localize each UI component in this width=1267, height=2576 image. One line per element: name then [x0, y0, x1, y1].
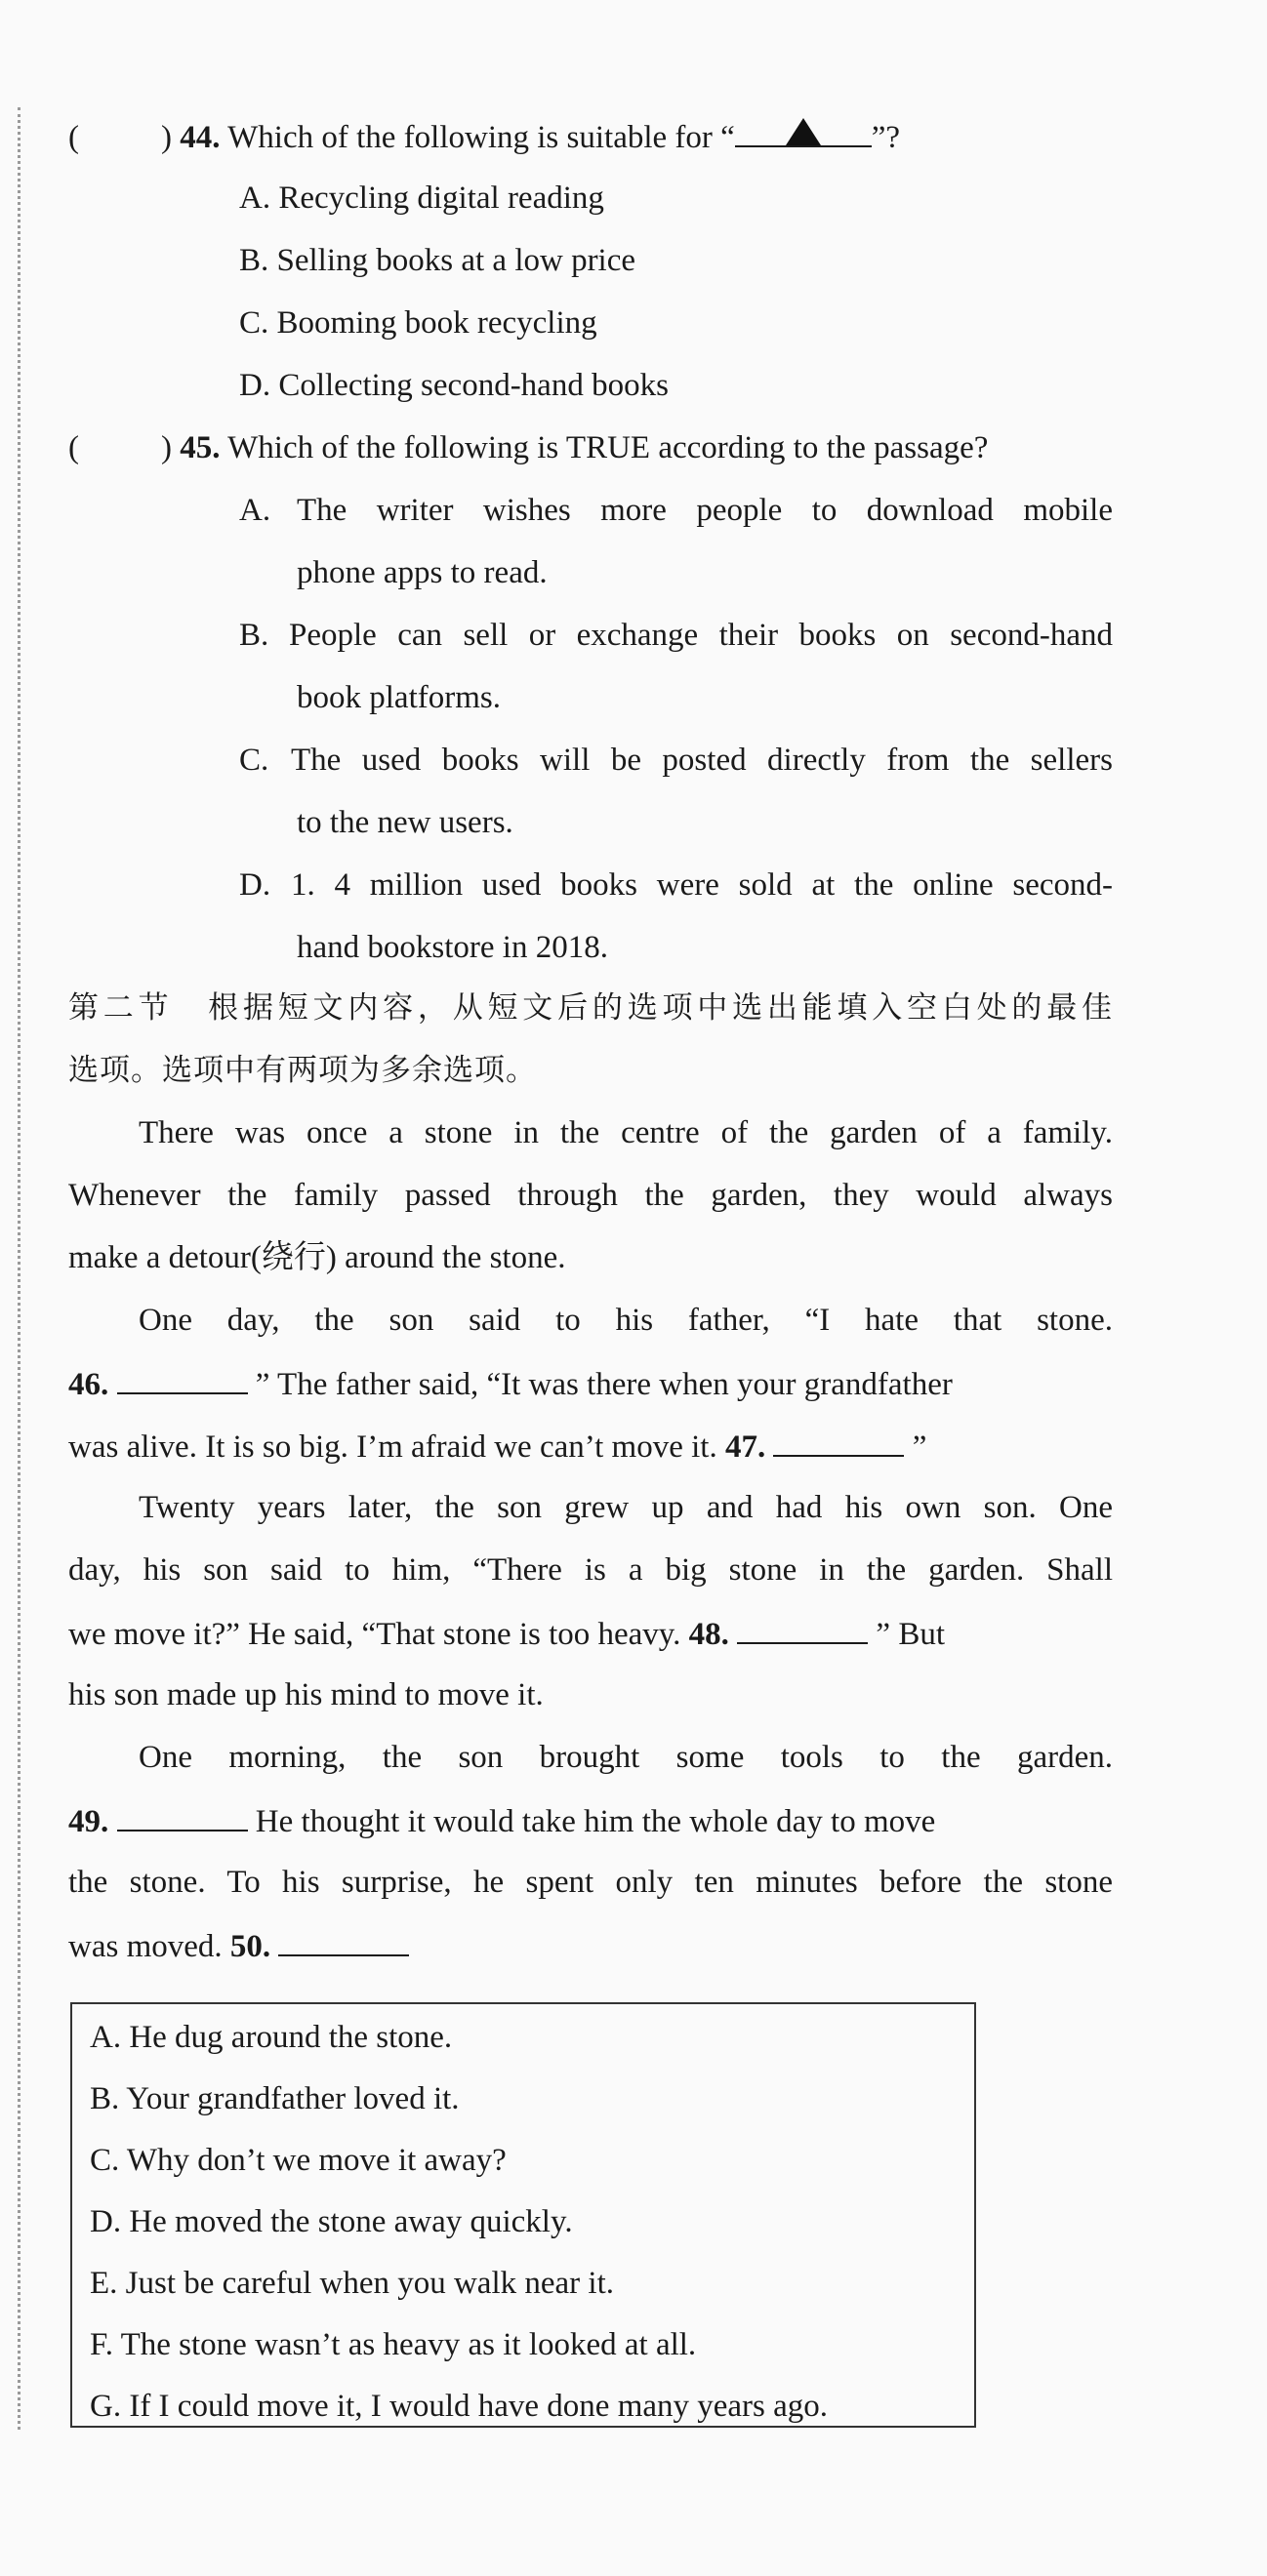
answer-blank-47[interactable]	[773, 1426, 904, 1457]
passage-p1-line3: make a detour(绕行) around the stone.	[68, 1240, 566, 1275]
answer-paren-open: (	[68, 430, 79, 465]
option-text: 1. 4 million used books were sold at the online second-	[291, 867, 1113, 903]
choice-f: F. The stone wasn’t as heavy as it looked at all.	[90, 2327, 697, 2362]
passage-p3-line1: Twenty years later, the son grew up and had his own son. One	[139, 1490, 1113, 1525]
option-label: A.	[239, 493, 271, 528]
passage-text: was alive. It is so big. I’m afraid we can’t move it.	[68, 1429, 717, 1465]
passage-p3-line4: his son made up his mind to move it.	[68, 1677, 544, 1712]
triangle-blank	[735, 116, 872, 147]
option-text: The writer wishes more people to download mobile	[297, 493, 1113, 528]
passage-text: ”	[912, 1429, 927, 1465]
blank-number-50: 50.	[229, 1929, 271, 1964]
section-instruction-line1: 第二节 根据短文内容，从短文后的选项中选出能填入空白处的最佳	[68, 990, 1113, 1026]
option-44-d[interactable]: D. Collecting second-hand books	[239, 368, 669, 403]
passage-p3-line3	[68, 1613, 945, 1654]
answer-blank-46[interactable]	[117, 1363, 248, 1394]
triangle-icon	[786, 118, 821, 145]
answer-blank-49[interactable]	[117, 1800, 248, 1831]
passage-p2-line2	[68, 1363, 953, 1404]
option-text: People can sell or exchange their books on second-hand	[289, 618, 1113, 653]
option-text-cont: to the new users.	[297, 805, 513, 840]
passage-p2-line3	[68, 1426, 926, 1467]
passage-text: ” The father said, “It was there when your grandfather	[255, 1367, 953, 1402]
question-text-end: ”?	[871, 120, 901, 155]
blank-number-48: 48.	[688, 1617, 729, 1652]
question-44-stem	[68, 116, 900, 157]
choice-g: G. If I could move it, I would have done many years ago.	[90, 2389, 829, 2424]
choice-c: C. Why don’t we move it away?	[90, 2143, 507, 2178]
choices-box	[70, 2002, 976, 2428]
margin-dotted-rule	[18, 107, 20, 2430]
blank-number-47: 47.	[724, 1429, 766, 1465]
passage-text: He thought it would take him the whole day to move	[255, 1804, 936, 1839]
option-text: The used books will be posted directly from the sellers	[291, 743, 1113, 778]
option-text-cont: phone apps to read.	[297, 555, 548, 590]
question-number: 45.	[180, 430, 221, 465]
passage-p2-line1: One day, the son said to his father, “I hate that stone.	[139, 1303, 1113, 1338]
option-label: D.	[239, 867, 271, 903]
passage-p3-line2: day, his son said to him, “There is a big stone in the garden. Shall	[68, 1552, 1113, 1588]
blank-number-46: 46.	[68, 1367, 109, 1402]
answer-paren-close: )	[161, 120, 172, 155]
choice-d: D. He moved the stone away quickly.	[90, 2204, 573, 2239]
passage-p1-line1: There was once a stone in the centre of the garden of a family.	[139, 1115, 1113, 1150]
option-44-a[interactable]: A. Recycling digital reading	[239, 181, 604, 216]
choice-a: A. He dug around the stone.	[90, 2020, 453, 2055]
passage-text: was moved.	[68, 1929, 223, 1964]
question-45-stem	[68, 428, 988, 467]
option-text-cont: hand bookstore in 2018.	[297, 930, 608, 965]
section-instruction-line2: 选项。选项中有两项为多余选项。	[68, 1053, 537, 1088]
option-label: C.	[239, 743, 269, 778]
choice-b: B. Your grandfather loved it.	[90, 2081, 460, 2116]
blank-number-49: 49.	[68, 1804, 109, 1839]
answer-blank-50[interactable]	[278, 1925, 409, 1956]
answer-paren-close: )	[161, 430, 172, 465]
answer-blank-48[interactable]	[737, 1613, 868, 1644]
option-text-cont: book platforms.	[297, 680, 501, 715]
passage-p4-line3: the stone. To his surprise, he spent only ten minutes before the stone	[68, 1865, 1113, 1900]
passage-text: ” But	[876, 1617, 945, 1652]
choice-e: E. Just be careful when you walk near it.	[90, 2266, 614, 2301]
passage-p4-line4	[68, 1925, 409, 1966]
answer-paren-open: (	[68, 120, 79, 155]
question-text: Which of the following is TRUE according to the passage?	[227, 430, 989, 465]
passage-text: we move it?” He said, “That stone is too heavy.	[68, 1617, 681, 1652]
option-44-c[interactable]: C. Booming book recycling	[239, 305, 597, 341]
passage-p4-line2	[68, 1800, 935, 1841]
passage-p1-line2: Whenever the family passed through the garden, they would always	[68, 1178, 1113, 1213]
passage-p4-line1: One morning, the son brought some tools to the garden.	[139, 1740, 1113, 1775]
option-44-b[interactable]: B. Selling books at a low price	[239, 243, 636, 278]
option-label: B.	[239, 618, 269, 653]
question-text: Which of the following is suitable for “	[227, 120, 735, 155]
question-number: 44.	[180, 120, 221, 155]
